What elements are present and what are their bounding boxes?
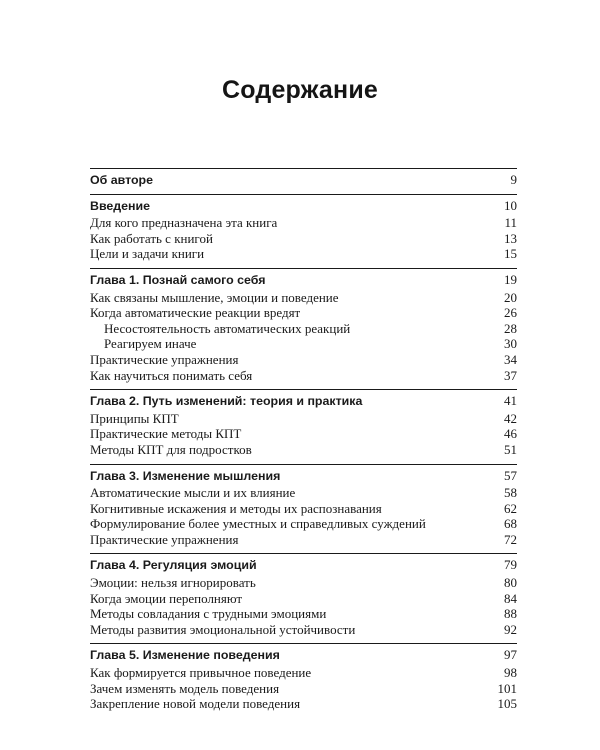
toc-entry-page-number: 51 (504, 441, 517, 457)
toc-chapter-heading-page-number: 97 (504, 647, 517, 663)
toc-entry-label: Как связаны мышление, эмоции и поведение (90, 289, 339, 305)
toc-entry-label: Как научиться понимать себя (90, 367, 253, 383)
toc-section (90, 464, 517, 548)
toc-chapter-heading-label: Глава 2. Путь изменений: теория и практика (90, 394, 363, 409)
toc-subentry-page-number: 28 (504, 320, 517, 336)
toc-entry-page-number: 92 (504, 621, 517, 637)
toc-entry-label: Практические упражнения (90, 531, 239, 547)
toc-entry-label: Как формируется привычное поведение (90, 665, 312, 681)
toc-entry (90, 231, 517, 247)
toc-chapter-heading-page-number: 79 (504, 557, 517, 573)
toc-chapter-heading (90, 198, 517, 214)
toc-entry (90, 501, 517, 517)
toc-chapter-heading-page-number: 41 (504, 393, 517, 409)
toc-section (90, 553, 517, 637)
toc-chapter-heading-label: Глава 4. Регуляция эмоций (90, 558, 257, 573)
toc-entry-page-number: 42 (504, 410, 517, 426)
toc-subentry-page-number: 30 (504, 336, 517, 352)
toc-entry-label: Автоматические мысли и их влияние (90, 485, 296, 501)
toc-entry (90, 442, 517, 458)
toc-subentry (90, 321, 517, 337)
toc-section (90, 168, 517, 188)
toc-entry-page-number: 84 (504, 590, 517, 606)
toc-entry-label: Практические методы КПТ (90, 426, 242, 442)
toc-chapter-heading-label: Глава 3. Изменение мышления (90, 468, 281, 483)
toc-entry (90, 681, 517, 697)
toc-entry-label: Принципы КПТ (90, 410, 179, 426)
toc-entry (90, 215, 517, 231)
toc-chapter-heading-page-number: 19 (504, 271, 517, 287)
toc-entry (90, 665, 517, 681)
toc-entry-label: Методы совладания с трудными эмоциями (90, 606, 327, 622)
toc-chapter-heading-label: Глава 1. Познай самого себя (90, 272, 266, 287)
toc-chapter-heading-page-number: 10 (504, 197, 517, 213)
toc-subentry-label: Реагируем иначе (104, 336, 197, 352)
toc-entry-page-number: 15 (504, 246, 517, 262)
toc-entry-label: Когда эмоции переполняют (90, 590, 243, 606)
toc-entry (90, 352, 517, 368)
toc-entry (90, 368, 517, 384)
toc-entry-label: Закрепление новой модели поведения (90, 696, 301, 712)
toc-entry-page-number: 58 (504, 485, 517, 501)
toc-entry-label: Когда автоматические реакции вредят (90, 305, 301, 321)
toc-entry-label: Как работать с книгой (90, 230, 213, 246)
toc-entry (90, 532, 517, 548)
toc-section (90, 389, 517, 457)
toc-subentry-label: Несостоятельность автоматических реакций (104, 320, 351, 336)
toc-entry-page-number: 34 (504, 351, 517, 367)
toc-entry-page-number: 26 (504, 305, 517, 321)
toc-chapter-heading-label: Об авторе (90, 173, 154, 187)
toc-entry (90, 591, 517, 607)
toc-entry-page-number: 13 (504, 230, 517, 246)
toc-section (90, 643, 517, 711)
toc-entry-label: Формулирование более уместных и справедливых суждений (90, 516, 426, 532)
toc-entry-page-number: 105 (497, 696, 517, 712)
toc-entry (90, 290, 517, 306)
toc-entry-page-number: 72 (504, 531, 517, 547)
toc-entry (90, 411, 517, 427)
table-of-contents (90, 168, 517, 718)
toc-chapter-heading (90, 557, 517, 573)
toc-chapter-heading (90, 172, 517, 188)
toc-entry (90, 426, 517, 442)
toc-entry-label: Практические упражнения (90, 351, 239, 367)
toc-entry (90, 606, 517, 622)
toc-entry-label: Когнитивные искажения и методы их распознавания (90, 500, 382, 516)
toc-chapter-heading-label: Глава 5. Изменение поведения (90, 648, 280, 663)
toc-entry-label: Цели и задачи книги (90, 246, 205, 262)
toc-entry-label: Методы КПТ для подростков (90, 441, 252, 457)
toc-entry (90, 485, 517, 501)
toc-entry (90, 246, 517, 262)
toc-chapter-heading (90, 272, 517, 288)
toc-section (90, 268, 517, 383)
toc-chapter-heading-page-number: 9 (510, 172, 517, 187)
toc-entry (90, 622, 517, 638)
toc-entry-label: Для кого предназначена эта книга (90, 215, 278, 231)
toc-entry (90, 696, 517, 712)
toc-entry-label: Зачем изменять модель поведения (90, 680, 280, 696)
toc-section (90, 194, 517, 262)
toc-entry-page-number: 20 (504, 289, 517, 305)
toc-entry-page-number: 62 (504, 500, 517, 516)
toc-entry-page-number: 88 (504, 606, 517, 622)
toc-entry-page-number: 98 (504, 665, 517, 681)
toc-entry-label: Методы развития эмоциональной устойчивости (90, 621, 356, 637)
toc-chapter-heading (90, 393, 517, 409)
toc-entry-label: Эмоции: нельзя игнорировать (90, 575, 256, 591)
toc-chapter-heading (90, 647, 517, 663)
page-title: Содержание (221, 76, 379, 104)
toc-entry (90, 305, 517, 321)
toc-entry-page-number: 37 (504, 367, 517, 383)
toc-chapter-heading-label: Введение (90, 198, 151, 213)
toc-entry-page-number: 46 (504, 426, 517, 442)
toc-entry (90, 575, 517, 591)
toc-entry-page-number: 68 (504, 516, 517, 532)
toc-subentry (90, 336, 517, 352)
toc-chapter-heading (90, 468, 517, 484)
toc-entry (90, 516, 517, 532)
toc-chapter-heading-page-number: 57 (504, 467, 517, 483)
toc-entry-page-number: 80 (504, 575, 517, 591)
toc-entry-page-number: 101 (497, 680, 517, 696)
toc-entry-page-number: 11 (504, 215, 517, 231)
